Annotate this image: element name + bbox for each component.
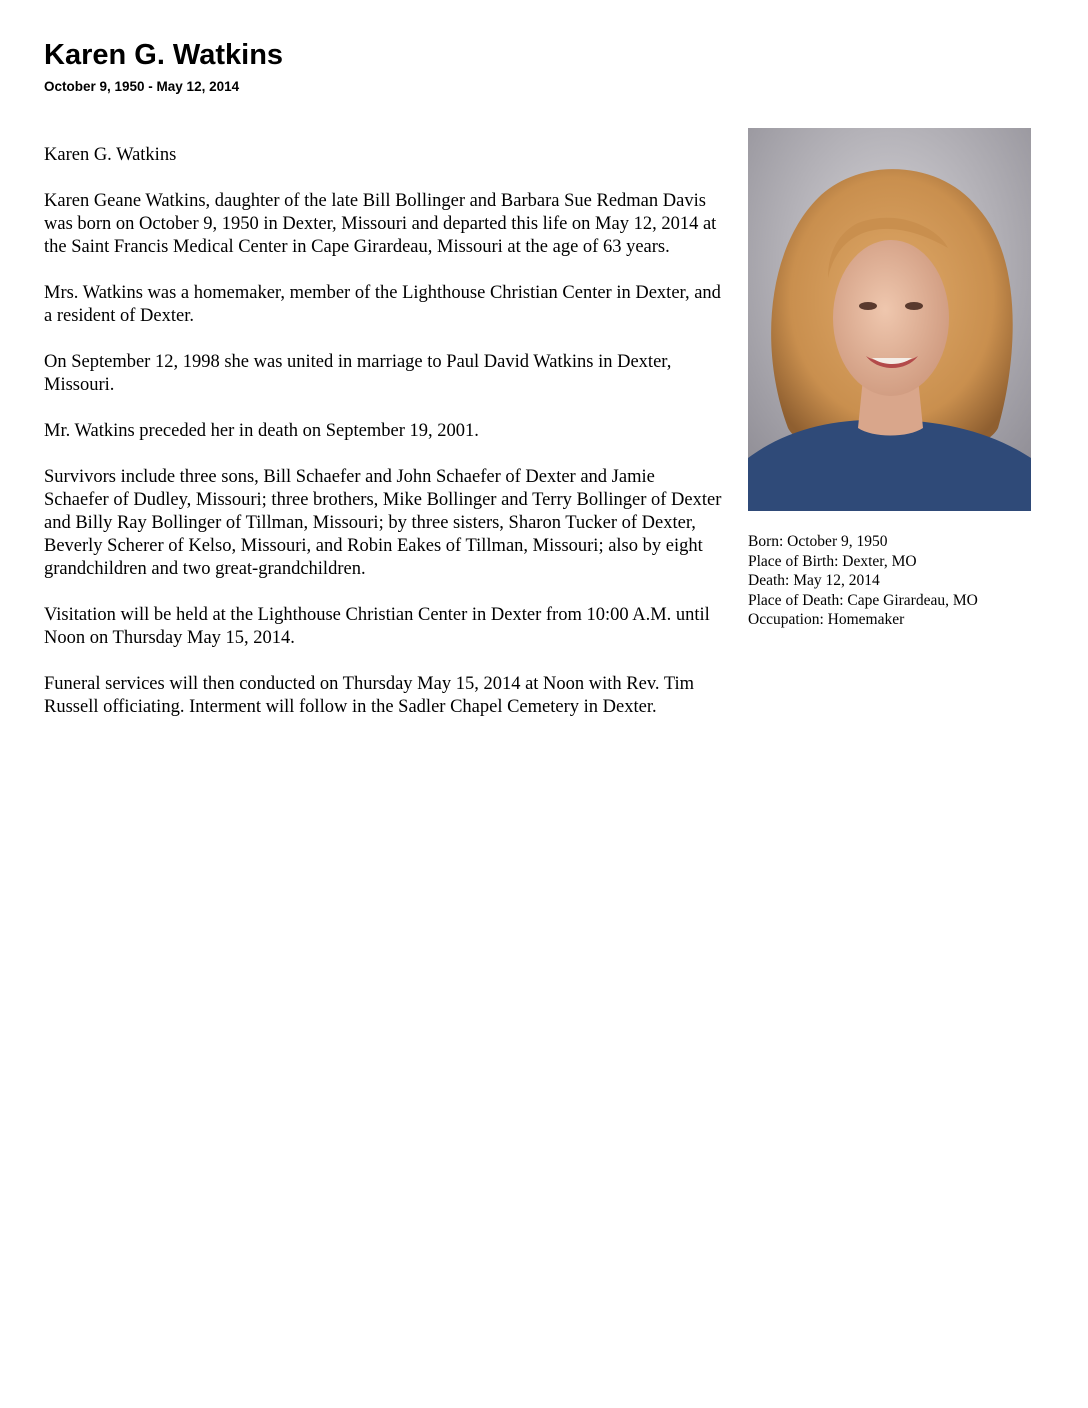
obituary-paragraph: Funeral services will then conducted on Thursday May 15, 2014 at Noon with Rev. Tim Russell officiating. Interment will follow in the Sadler Chapel Cemetery in Dexter. [44, 674, 694, 717]
obituary-header [44, 38, 283, 96]
obituary-paragraph: Karen G. Watkins [44, 145, 177, 165]
fact-occupation: Occupation: Homemaker [748, 611, 905, 628]
obituary-paragraph: On September 12, 1998 she was united in marriage to Paul David Watkins in Dexter, Missouri. [44, 352, 672, 395]
page-title: Karen G. Watkins [44, 39, 284, 71]
portrait-photo [748, 128, 1031, 511]
obituary-paragraph: Survivors include three sons, Bill Schaefer and John Schaefer of Dexter and Jamie Schaefer of Dudley, Missouri; three brothers, Mike Bollinger and Terry Bollinger of Dexter and Billy Ray Bollinger of Tillman, Missouri; by three sisters, Sharon Tucker of Dexter, Beverly Scherer of Kelso, Missouri, and Robin Eakes of Tillman, Missouri; also by eight grandchildren and two great-grandchildren. [44, 467, 722, 579]
obituary-paragraph: Karen Geane Watkins, daughter of the late Bill Bollinger and Barbara Sue Redman Davis was born on October 9, 1950 in Dexter, Missouri and departed this life on May 12, 2014 at the Saint Francis Medical Center in Cape Girardeau, Missouri at the age of 63 years. [44, 191, 717, 257]
life-dates: October 9, 1950 - May 12, 2014 [44, 79, 240, 94]
obituary-paragraph: Mr. Watkins preceded her in death on September 19, 2001. [44, 421, 479, 441]
eye-left [859, 302, 877, 310]
vital-facts [748, 532, 978, 630]
eye-right [905, 302, 923, 310]
face-shape [833, 240, 949, 396]
obituary-paragraph: Visitation will be held at the Lighthouse Christian Center in Dexter from 10:00 A.M. until Noon on Thursday May 15, 2014. [44, 605, 710, 648]
fact-place-of-birth: Place of Birth: Dexter, MO [748, 552, 917, 570]
fact-death: Death: May 12, 2014 [748, 572, 880, 589]
fact-born: Born: October 9, 1950 [748, 533, 888, 550]
fact-place-of-death: Place of Death: Cape Girardeau, MO [748, 591, 978, 609]
obituary-body [44, 144, 724, 742]
obituary-paragraph: Mrs. Watkins was a homemaker, member of the Lighthouse Christian Center in Dexter, and a resident of Dexter. [44, 283, 721, 326]
